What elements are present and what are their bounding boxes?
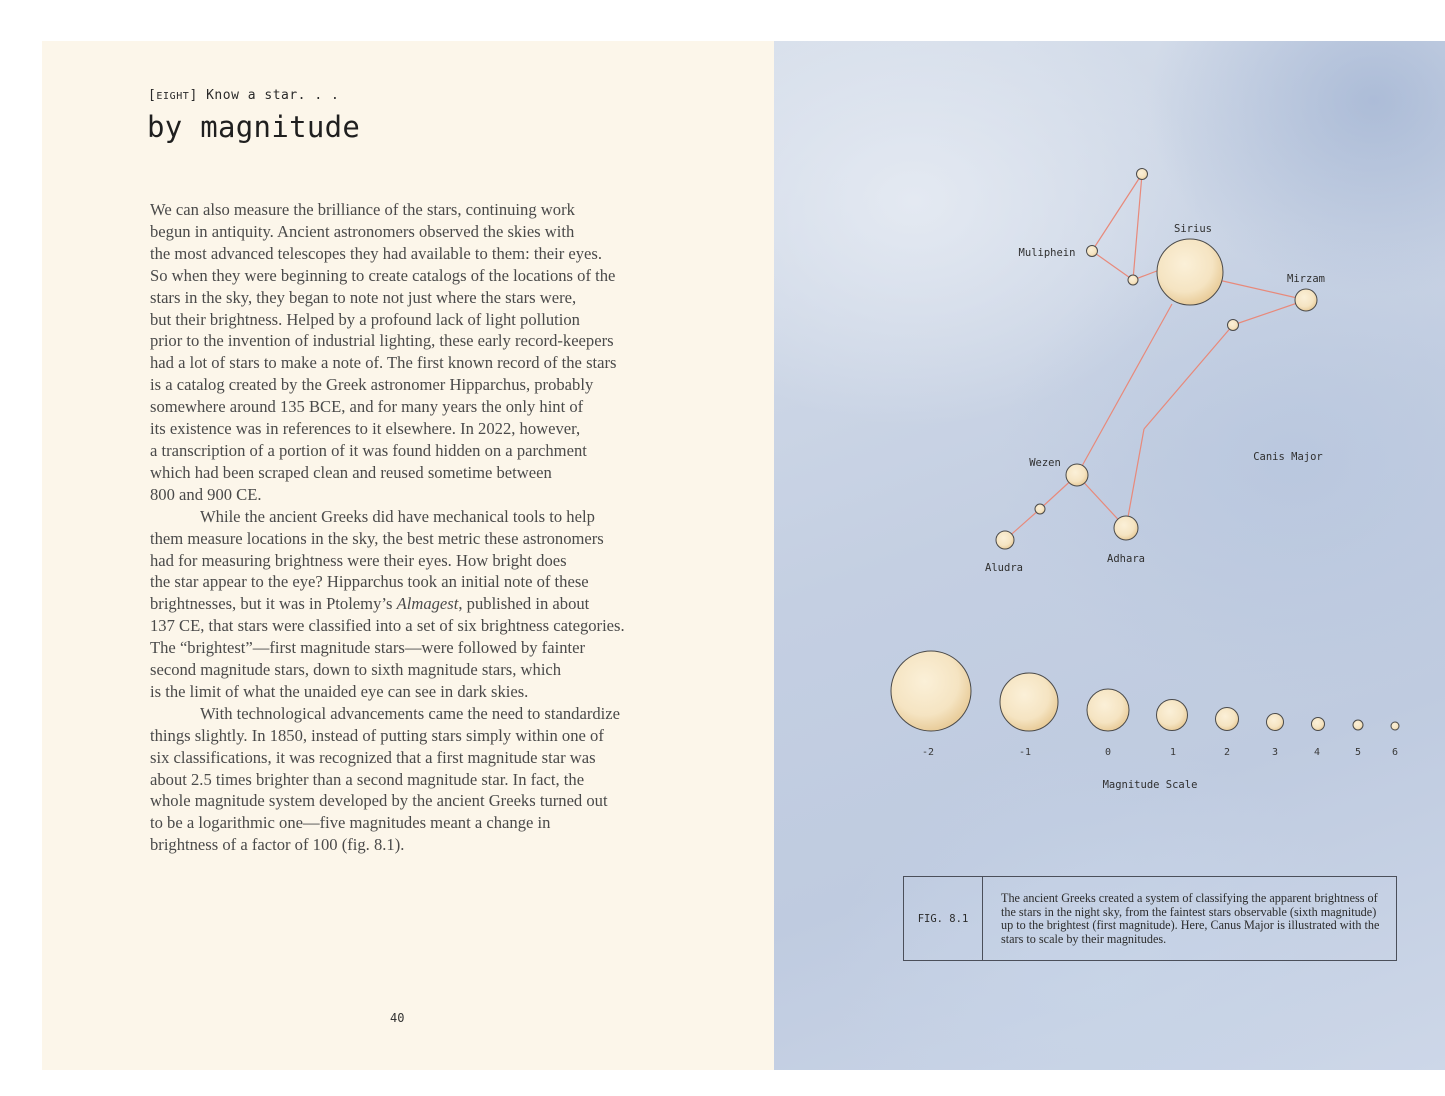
body-line: whole magnitude system developed by the ancient Greeks turned out <box>150 791 608 811</box>
body-line: brightness of a factor of 100 (fig. 8.1). <box>150 835 405 855</box>
star-top <box>1137 169 1148 180</box>
constellation-line <box>1133 174 1142 280</box>
body-line: stars in the sky, they began to note not just where the stars were, <box>150 287 577 307</box>
body-line: but their brightness. Helped by a profound lack of light pollution <box>150 309 580 329</box>
body-line: prior to the invention of industrial lighting, these early record-keepers <box>150 331 614 351</box>
body-line: With technological advancements came the need to standardize <box>200 703 620 723</box>
magnitude-circle <box>1157 700 1188 731</box>
label-aludra: Aludra <box>985 562 1023 574</box>
magnitude-circle <box>1391 722 1399 730</box>
constellation-line <box>1092 251 1133 280</box>
body-line: While the ancient Greeks did have mechanical tools to help <box>200 506 595 526</box>
body-line: 137 CE, that stars were classified into a set of six brightness categories. <box>150 616 625 636</box>
star-sirius <box>1157 239 1223 305</box>
body-fragment: , published in about <box>458 594 590 614</box>
chapter-number: EIGHT <box>156 91 190 102</box>
magnitude-label: 4 <box>1313 747 1321 758</box>
body-line: We can also measure the brilliance of the stars, continuing work <box>150 200 575 219</box>
body-line: things slightly. In 1850, instead of putting stars simply within one of <box>150 725 604 745</box>
body-line: a transcription of a portion of it was found hidden on a parchment <box>150 440 587 460</box>
star-mirzam <box>1295 289 1317 311</box>
figure-caption <box>903 876 1397 961</box>
magnitude-label: -2 <box>921 747 935 758</box>
magnitude-label: 1 <box>1169 747 1177 758</box>
body-line: had a lot of stars to make a note of. The first known record of the stars <box>150 353 617 373</box>
book-spread <box>42 41 1445 1070</box>
constellation-lines <box>1005 174 1306 540</box>
right-page <box>774 41 1445 1070</box>
star-adhara <box>1114 516 1138 540</box>
constellation-line <box>1144 325 1233 429</box>
body-line: to be a logarithmic one—five magnitudes meant a change in <box>150 813 551 833</box>
label-wezen: Wezen <box>1029 457 1061 469</box>
book-title-italic: Almagest <box>396 594 459 614</box>
constellation-line <box>1092 174 1142 251</box>
left-page <box>42 41 774 1070</box>
chapter-kicker-text: Know a star. . . <box>206 88 340 103</box>
constellation-stars <box>996 169 1317 550</box>
caption-label: FIG. 8.1 <box>904 877 983 960</box>
body-line: the most advanced telescopes they had available to them: their eyes. <box>150 243 603 263</box>
label-adhara: Adhara <box>1107 553 1145 565</box>
page-title: by magnitude <box>147 110 361 144</box>
magnitude-label: -1 <box>1018 747 1032 758</box>
page-number: 40 <box>390 1011 405 1025</box>
star-muliphein <box>1087 246 1098 257</box>
label-sirius: Sirius <box>1174 223 1212 235</box>
magnitude-scale <box>891 651 1399 731</box>
magnitude-label: 5 <box>1354 747 1362 758</box>
magnitude-label: 6 <box>1391 747 1399 758</box>
star-aludra <box>996 531 1014 549</box>
body-line: its existence was in references to it elsewhere. In 2022, however, <box>150 419 581 439</box>
magnitude-label: 2 <box>1223 747 1231 758</box>
constellation-line <box>1077 304 1172 475</box>
body-line: So when they were beginning to create catalogs of the locations of the <box>150 265 616 285</box>
body-line: which had been scraped clean and reused sometime between <box>150 462 552 482</box>
magnitude-label: 0 <box>1104 747 1112 758</box>
magnitude-circle <box>1267 714 1284 731</box>
body-fragment: brightnesses, but it was in Ptolemy’s <box>150 594 397 614</box>
magnitude-circle <box>891 651 971 731</box>
star-wezen <box>1066 464 1088 486</box>
star-small <box>1228 320 1239 331</box>
body-line: is the limit of what the unaided eye can see in dark skies. <box>150 681 529 701</box>
body-line: six classifications, it was recognized that a first magnitude star was <box>150 747 596 767</box>
body-line: them measure locations in the sky, the best metric these astronomers <box>150 528 604 548</box>
magnitude-circle <box>1000 673 1058 731</box>
star-small <box>1128 275 1138 285</box>
body-line: 800 and 900 CE. <box>150 484 262 504</box>
magnitude-circle <box>1312 718 1325 731</box>
star-small <box>1035 504 1045 514</box>
body-line: somewhere around 135 BCE, and for many years the only hint of <box>150 397 584 417</box>
body-line: the star appear to the eye? Hipparchus took an initial note of these <box>150 572 589 592</box>
body-line <box>150 593 670 615</box>
body-line: second magnitude stars, down to sixth magnitude stars, which <box>150 660 562 680</box>
label-constellation: Canis Major <box>1253 451 1323 463</box>
scale-title: Magnitude Scale <box>1102 779 1198 791</box>
magnitude-circle <box>1087 689 1129 731</box>
body-line: begun in antiquity. Ancient astronomers observed the skies with <box>150 221 575 241</box>
body-line: is a catalog created by the Greek astronomer Hipparchus, probably <box>150 375 594 395</box>
body-line: The “brightest”—first magnitude stars—were followed by fainter <box>150 638 585 658</box>
magnitude-circle <box>1216 708 1239 731</box>
label-muliphein: Muliphein <box>1018 247 1076 259</box>
body-line: about 2.5 times brighter than a second magnitude star. In fact, the <box>150 769 585 789</box>
chapter-kicker: [EIGHT] Know a star. . . <box>148 88 340 103</box>
label-mirzam: Mirzam <box>1287 273 1325 285</box>
constellation-line <box>1126 429 1144 528</box>
constellation-line <box>1233 300 1306 325</box>
body-line: had for measuring brightness were their eyes. How bright does <box>150 550 567 570</box>
caption-text: The ancient Greeks created a system of classifying the apparent brightness of the stars in the night sky, from the faintest stars observable (sixth magnitude) up to the brightest (first magnitude). Here, Canus Major is illustrated with the stars to scale by their magnitudes. <box>1001 891 1380 946</box>
magnitude-label: 3 <box>1271 747 1279 758</box>
magnitude-circle <box>1353 720 1363 730</box>
body-text <box>150 199 670 856</box>
